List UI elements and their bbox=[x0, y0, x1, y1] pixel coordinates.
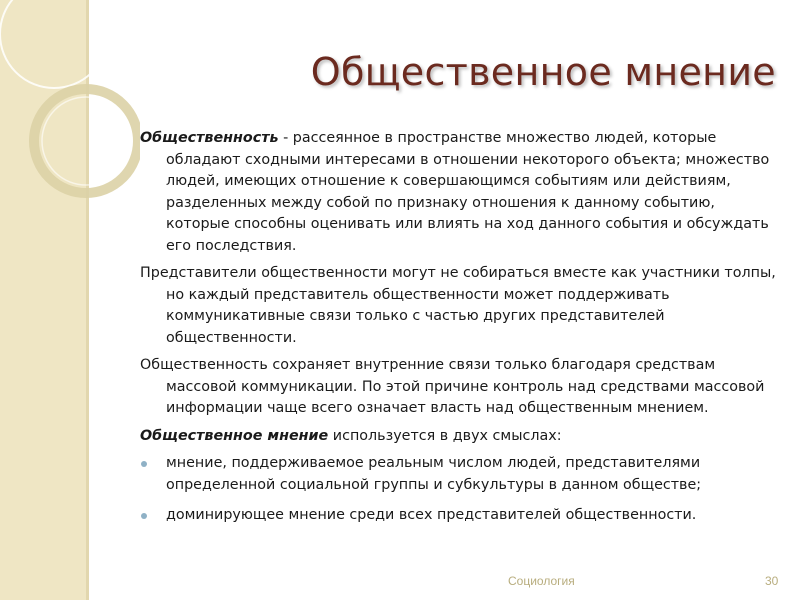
paragraph-text: Общественность сохраняет внутренние связи только благодаря средствам массовой коммуникации. По этой причине контроль над средствами массовой информации чаще всего означает власть над общественным мнением. bbox=[140, 357, 765, 416]
list-item-text: доминирующее мнение среди всех представителей общественности. bbox=[166, 507, 697, 523]
list-item bbox=[140, 505, 776, 527]
paragraph-text: используется в двух смыслах: bbox=[328, 427, 562, 444]
decorative-circle-small-inner bbox=[42, 97, 130, 185]
term-public-opinion: Общественное мнение bbox=[140, 427, 329, 444]
page-number: 30 bbox=[765, 574, 779, 588]
term-public: Общественность bbox=[140, 130, 279, 146]
decorative-circle-small bbox=[34, 89, 138, 193]
list-item-text: мнение, поддерживаемое реальным числом людей, представителями определенной социальной группы и субкультуры в данном обществе; bbox=[166, 455, 702, 493]
footer-subject: Социология bbox=[508, 574, 575, 588]
paragraph-text: - рассеянное в пространстве множество людей, которые обладают сходными интересами в отношении некоторого объекта; множество людей, имеющих отношение к совершающимся событиям или действиям, разделенных между собой по признаку отношения к данному событию, которые способны оценивать или влиять на ход данного события и обсуждать его последствия. bbox=[166, 130, 770, 254]
slide-title: Общественное мнение bbox=[310, 50, 776, 94]
list-item bbox=[140, 453, 776, 496]
paragraph-definition-opinion bbox=[140, 426, 776, 448]
slide-body bbox=[140, 128, 776, 536]
paragraph-media bbox=[140, 355, 776, 420]
paragraph-definition-public bbox=[140, 128, 776, 257]
paragraph-representatives bbox=[140, 263, 776, 349]
paragraph-text: Представители общественности могут не собираться вместе как участники толпы, но каждый представитель общественности может поддерживать коммуникативные связи только с частью других представителей общественности. bbox=[140, 265, 776, 346]
decorative-circle-large bbox=[0, 0, 108, 88]
bullet-icon bbox=[141, 513, 147, 519]
bullet-icon bbox=[141, 461, 147, 467]
